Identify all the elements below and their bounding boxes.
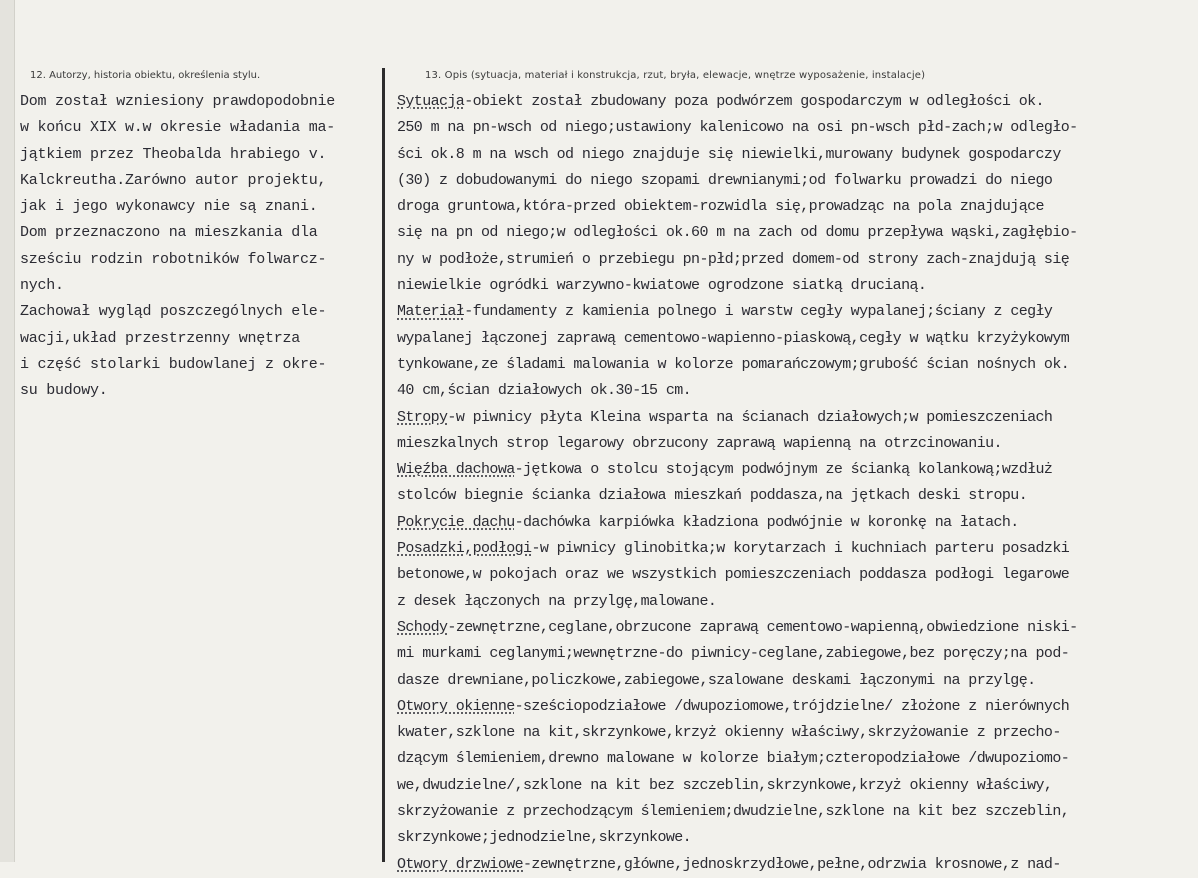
description-line bbox=[397, 562, 1197, 588]
history-line: su budowy. bbox=[20, 382, 108, 400]
description-line bbox=[397, 378, 1197, 404]
description-text: niewielkie ogródki warzywno-kwiatowe ogrodzone siatką drucianą. bbox=[397, 277, 927, 295]
history-line: Dom został wzniesiony prawdopodobnie bbox=[20, 93, 336, 110]
page-edge bbox=[0, 0, 15, 862]
description-line bbox=[397, 168, 1197, 194]
section-keyword: Pokrycie dachu bbox=[397, 513, 515, 531]
section-keyword: Stropy bbox=[397, 408, 448, 426]
description-text: we,dwudzielne/,szklone na kit bez szczeblin,skrzynkowe,krzyż okienny właściwy, bbox=[397, 776, 1053, 794]
description-text-column bbox=[397, 89, 1197, 878]
description-line bbox=[397, 773, 1197, 799]
description-text: (30) z dobudowanymi do niego szopami drewnianymi;od folwarku prowadzi do niego bbox=[397, 171, 1053, 189]
description-text: 40 cm,ścian działowych ok.30-15 cm. bbox=[397, 382, 692, 400]
description-line bbox=[397, 852, 1197, 878]
description-text: -w piwnicy glinobitka;w korytarzach i kuchniach parteru posadzki bbox=[531, 540, 1070, 558]
description-line bbox=[397, 326, 1197, 352]
description-line bbox=[397, 457, 1197, 483]
description-line bbox=[397, 431, 1197, 457]
description-line bbox=[397, 247, 1197, 273]
description-line bbox=[397, 483, 1197, 509]
description-line bbox=[397, 273, 1197, 299]
description-line bbox=[397, 641, 1197, 667]
section-keyword: Materiał bbox=[397, 303, 465, 321]
section-keyword: Sytuacja bbox=[397, 93, 465, 110]
description-text: -sześciopodziałowe /dwupoziomowe,trójdzielne/ złożone z nierównych bbox=[514, 697, 1070, 715]
description-line bbox=[397, 746, 1197, 772]
description-text: dzącym ślemieniem,drewno malowane w kolorze białym;czteropodziałowe /dwupoziomo- bbox=[397, 750, 1070, 768]
history-line: jątkiem przez Theobalda hrabiego v. bbox=[20, 145, 327, 163]
history-line: Kalckreutha.Zarówno autor projektu, bbox=[20, 171, 327, 189]
description-line bbox=[397, 299, 1197, 325]
history-line: nych. bbox=[20, 277, 64, 295]
description-line bbox=[397, 220, 1197, 246]
description-text: -jętkowa o stolcu stojącym podwójnym ze ścianką kolankową;wzdłuż bbox=[514, 461, 1053, 479]
description-text: betonowe,w pokojach oraz we wszystkich pomieszczeniach poddasza podłogi legarowe bbox=[397, 566, 1070, 584]
description-text: skrzyżowanie z przechodzącym ślemieniem;dwudzielne,szklone na kit bez szczeblin, bbox=[397, 803, 1070, 821]
description-line bbox=[397, 510, 1197, 536]
description-line bbox=[397, 194, 1197, 220]
description-text: kwater,szklone na kit,skrzynkowe,krzyż okienny właściwy,skrzyżowanie z przecho- bbox=[397, 724, 1061, 742]
description-line bbox=[397, 405, 1197, 431]
description-text: ny w podłoże,strumień o przebiegu pn-płd;przed domem-od strony zach-znajdują się bbox=[397, 250, 1070, 268]
description-line bbox=[397, 825, 1197, 851]
description-text: -obiekt został zbudowany poza podwórzem gospodarczym w odległości ok. bbox=[464, 93, 1044, 110]
section-keyword: Więźba dachowa bbox=[397, 461, 515, 479]
description-line bbox=[397, 694, 1197, 720]
description-text: wypalanej łączonej zaprawą cementowo-wapienno-piaskową,cegły w wątku krzyżykowym bbox=[397, 329, 1070, 347]
description-line bbox=[397, 536, 1197, 562]
description-text: tynkowane,ze śladami malowania w kolorze pomarańczowym;grubość ścian nośnych ok. bbox=[397, 355, 1070, 373]
description-text: ści ok.8 m na wsch od niego znajduje się niewielki,murowany budynek gospodarczy bbox=[397, 145, 1061, 163]
description-line bbox=[397, 589, 1197, 615]
column-divider bbox=[382, 68, 385, 862]
description-line bbox=[397, 615, 1197, 641]
description-line bbox=[397, 89, 1197, 115]
description-text: -w piwnicy płyta Kleina wsparta na ścianach działowych;w pomieszczeniach bbox=[447, 408, 1053, 426]
section-12-header: 12. Autorzy, historia obiektu, określenia stylu. bbox=[30, 70, 261, 81]
description-text: -zewnętrzne,główne,jednoskrzydłowe,pełne,odrzwia krosnowe,z nad- bbox=[523, 855, 1061, 873]
history-line: Zachował wygląd poszczególnych ele- bbox=[20, 303, 327, 321]
description-line bbox=[397, 115, 1197, 141]
description-text: mieszkalnych strop legarowy obrzucony zaprawą wapienną na otrzcinowaniu. bbox=[397, 434, 1002, 452]
history-line: wacji,układ przestrzenny wnętrza bbox=[20, 329, 301, 347]
description-text: się na pn od niego;w odległości ok.60 m na zach od domu przepływa wąski,zagłębio- bbox=[397, 224, 1078, 242]
description-text: stolców biegnie ścianka działowa mieszkań poddasza,na jętkach deski stropu. bbox=[397, 487, 1028, 505]
description-text: -zewnętrzne,ceglane,obrzucone zaprawą cementowo-wapienną,obwiedzione niski- bbox=[447, 618, 1078, 636]
description-text: z desek łączonych na przylgę,malowane. bbox=[397, 592, 717, 610]
history-line: w końcu XIX w.w okresie władania ma- bbox=[20, 119, 336, 137]
description-text: mi murkami ceglanymi;wewnętrzne-do piwnicy-ceglane,zabiegowe,bez poręczy;na pod- bbox=[397, 645, 1070, 663]
description-text: dasze drewniane,policzkowe,zabiegowe,szalowane deskami łączonymi na przylgę. bbox=[397, 671, 1036, 689]
description-text: -dachówka karpiówka kładziona podwójnie w koronkę na łatach. bbox=[514, 513, 1019, 531]
description-line bbox=[397, 142, 1197, 168]
description-line bbox=[397, 352, 1197, 378]
history-line: Dom przeznaczono na mieszkania dla bbox=[20, 224, 318, 242]
history-line: jak i jego wykonawcy nie są znani. bbox=[20, 198, 318, 216]
description-line bbox=[397, 668, 1197, 694]
description-text: droga gruntowa,która-przed obiektem-rozwidla się,prowadząc na pola znajdujące bbox=[397, 198, 1044, 216]
section-13-header: 13. Opis (sytuacja, materiał i konstrukcja, rzut, bryła, elewacje, wnętrze wyposażenie, instalacje) bbox=[425, 70, 926, 81]
section-keyword: Otwory drzwiowe bbox=[397, 855, 524, 873]
description-text: skrzynkowe;jednodzielne,skrzynkowe. bbox=[397, 829, 692, 847]
description-text: 250 m na pn-wsch od niego;ustawiony kalenicowo na osi pn-wsch płd-zach;w odległo- bbox=[397, 119, 1078, 137]
description-line bbox=[397, 720, 1197, 746]
history-line: sześciu rodzin robotników folwarcz- bbox=[20, 250, 327, 268]
description-line bbox=[397, 799, 1197, 825]
history-line: i część stolarki budowlanej z okre- bbox=[20, 355, 327, 373]
section-keyword: Posadzki,podłogi bbox=[397, 540, 532, 558]
history-text-column bbox=[20, 89, 380, 405]
description-text: -fundamenty z kamienia polnego i warstw cegły wypalanej;ściany z cegły bbox=[464, 303, 1053, 321]
section-keyword: Schody bbox=[397, 618, 448, 636]
section-keyword: Otwory okienne bbox=[397, 697, 515, 715]
